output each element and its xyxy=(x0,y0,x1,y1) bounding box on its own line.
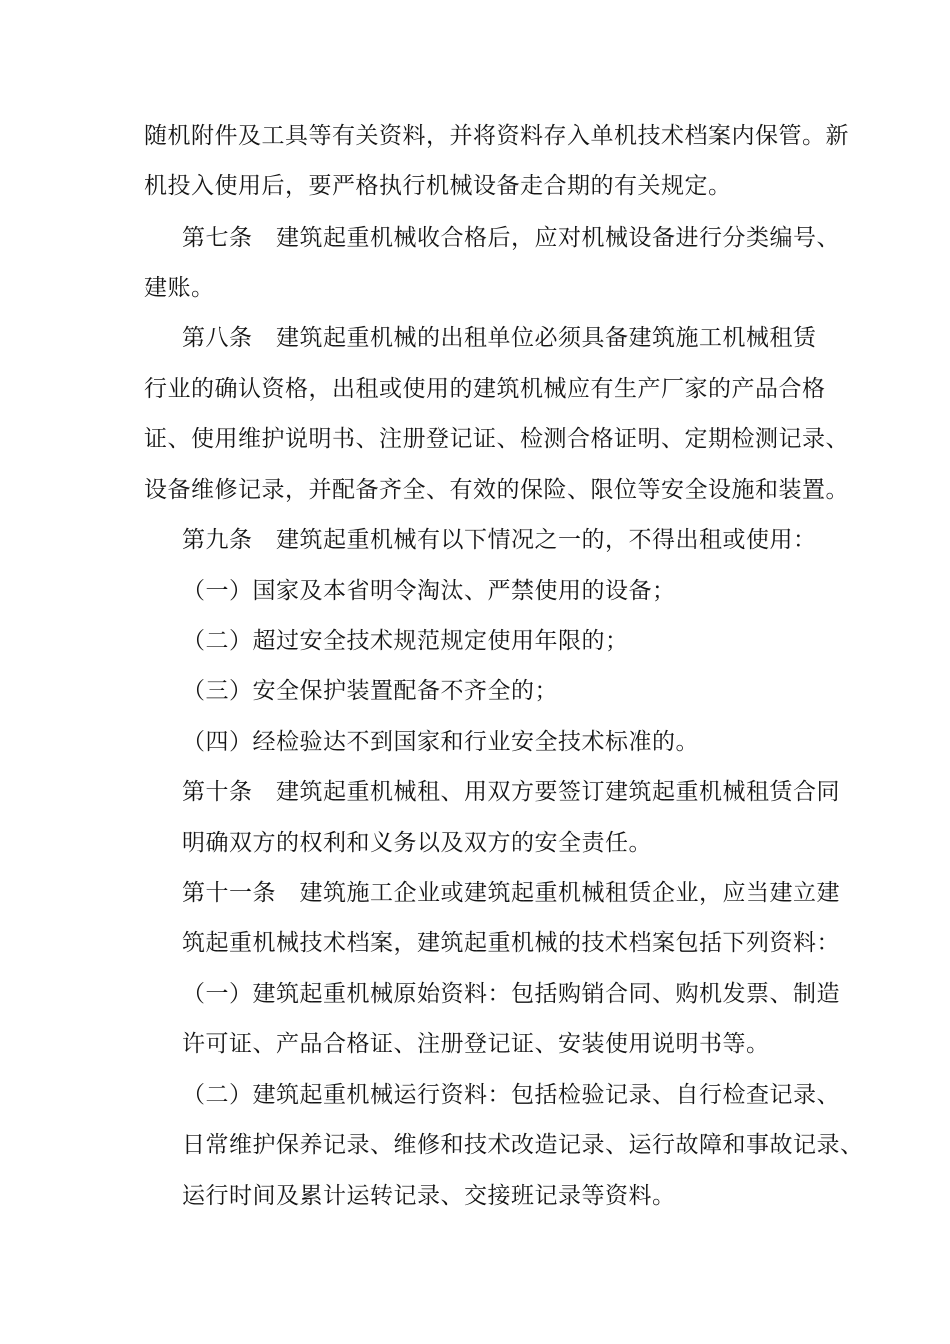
paragraph-line: 设备维修记录，并配备齐全、有效的保险、限位等安全设施和装置。 xyxy=(144,477,849,503)
list-item-line: 许可证、产品合格证、注册登记证、安装使用说明书等。 xyxy=(182,1031,770,1057)
paragraph-line: 机投入使用后，要严格执行机械设备走合期的有关规定。 xyxy=(144,173,732,199)
list-item-line: （四）经检验达不到国家和行业安全技术标准的。 xyxy=(182,729,699,755)
paragraph-line: 第十条 建筑起重机械租、用双方要签订建筑起重机械租赁合同 xyxy=(182,779,840,805)
paragraph-line: 筑起重机械技术档案，建筑起重机械的技术档案包括下列资料： xyxy=(182,930,840,956)
paragraph-line: 第十一条 建筑施工企业或建筑起重机械租赁企业，应当建立建 xyxy=(182,880,840,906)
list-item-line: （三）安全保护装置配备不齐全的； xyxy=(182,678,558,704)
list-item-line: （一）国家及本省明令淘汰、严禁使用的设备； xyxy=(182,578,676,604)
list-item-line: （二）建筑起重机械运行资料：包括检验记录、自行检查记录、 xyxy=(182,1082,840,1108)
paragraph-line: 第九条 建筑起重机械有以下情况之一的，不得出租或使用： xyxy=(182,527,817,553)
paragraph-line: 建账。 xyxy=(144,275,215,301)
paragraph-line: 第八条 建筑起重机械的出租单位必须具备建筑施工机械租赁 xyxy=(182,325,817,351)
paragraph-line: 明确双方的权利和义务以及双方的安全责任。 xyxy=(182,830,652,856)
list-item-line: （一）建筑起重机械原始资料：包括购销合同、购机发票、制造 xyxy=(182,981,840,1007)
paragraph-line: 随机附件及工具等有关资料，并将资料存入单机技术档案内保管。新 xyxy=(144,123,849,149)
list-item-line: 运行时间及累计运转记录、交接班记录等资料。 xyxy=(182,1183,676,1209)
paragraph-line: 行业的确认资格，出租或使用的建筑机械应有生产厂家的产品合格 xyxy=(144,376,826,402)
list-item-line: 日常维护保养记录、维修和技术改造记录、运行故障和事故记录、 xyxy=(182,1132,864,1158)
paragraph-line: 证、使用维护说明书、注册登记证、检测合格证明、定期检测记录、 xyxy=(144,426,849,452)
list-item-line: （二）超过安全技术规范规定使用年限的； xyxy=(182,628,629,654)
paragraph-line: 第七条 建筑起重机械收合格后，应对机械设备进行分类编号、 xyxy=(182,225,840,251)
